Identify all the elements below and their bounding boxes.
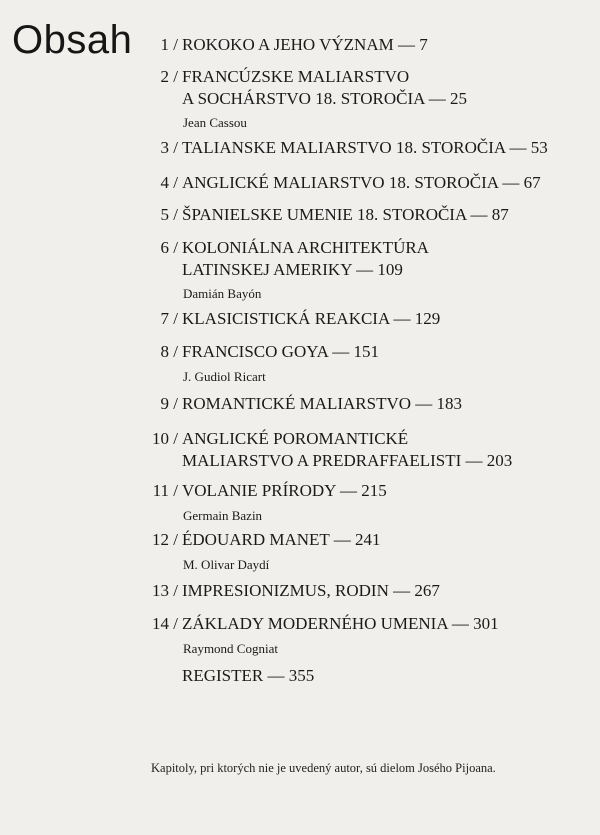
chapter-author: Jean Cassou [183,115,247,130]
chapter-number: 5 / [160,205,178,224]
chapter-number: 4 / [160,173,178,192]
chapter-title: ŠPANIELSKE UMENIE 18. STOROČIA — 87 [182,205,509,224]
chapter-author: Raymond Cogniat [183,641,278,656]
chapter-title: A SOCHÁRSTVO 18. STOROČIA — 25 [182,89,467,108]
chapter-number: 10 / [152,429,178,448]
chapter-number: 13 / [152,581,178,600]
chapter-author: Germain Bazin [183,508,263,523]
chapter-title: FRANCÚZSKE MALIARSTVO [182,67,410,86]
chapter-title: ANGLICKÉ POROMANTICKÉ [182,429,409,448]
chapter-title: FRANCISCO GOYA — 151 [182,342,379,361]
chapter-title: ROMANTICKÉ MALIARSTVO — 183 [182,394,463,413]
chapter-title: TALIANSKE MALIARSTVO 18. STOROČIA — 53 [182,138,548,157]
chapter-title: ANGLICKÉ MALIARSTVO 18. STOROČIA — 67 [182,173,541,192]
chapter-title: ROKOKO A JEHO VÝZNAM — 7 [182,35,428,54]
chapter-number: 2 / [160,67,178,86]
chapter-author: M. Olivar Daydí [183,557,270,572]
chapter-title: ZÁKLADY MODERNÉHO UMENIA — 301 [182,614,499,633]
chapter-number: 6 / [160,238,178,257]
chapter-number: 7 / [160,309,178,328]
chapter-title: MALIARSTVO A PREDRAFFAELISTI — 203 [182,451,513,470]
chapter-title: IMPRESIONIZMUS, RODIN — 267 [182,581,440,600]
chapter-title: KOLONIÁLNA ARCHITEKTÚRA [182,238,429,257]
chapter-author: Damián Bayón [183,286,262,301]
chapter-title: REGISTER — 355 [182,666,315,685]
footnote: Kapitoly, pri ktorých nie je uvedený autor, sú dielom Josého Pijoana. [151,761,496,775]
page-title: Obsah [12,18,133,62]
chapter-title: KLASICISTICKÁ REAKCIA — 129 [182,309,441,328]
chapter-number: 9 / [160,394,178,413]
chapter-number: 8 / [160,342,178,361]
chapter-title: ÉDOUARD MANET — 241 [182,530,381,549]
chapter-number: 12 / [152,530,178,549]
chapter-number: 3 / [160,138,178,157]
chapter-author: J. Gudiol Ricart [183,369,266,384]
chapter-number: 1 / [160,35,178,54]
chapter-number: 14 / [152,614,178,633]
chapter-title: LATINSKEJ AMERIKY — 109 [182,260,403,279]
chapter-title: VOLANIE PRÍRODY — 215 [182,481,387,500]
chapter-number: 11 / [152,481,178,500]
